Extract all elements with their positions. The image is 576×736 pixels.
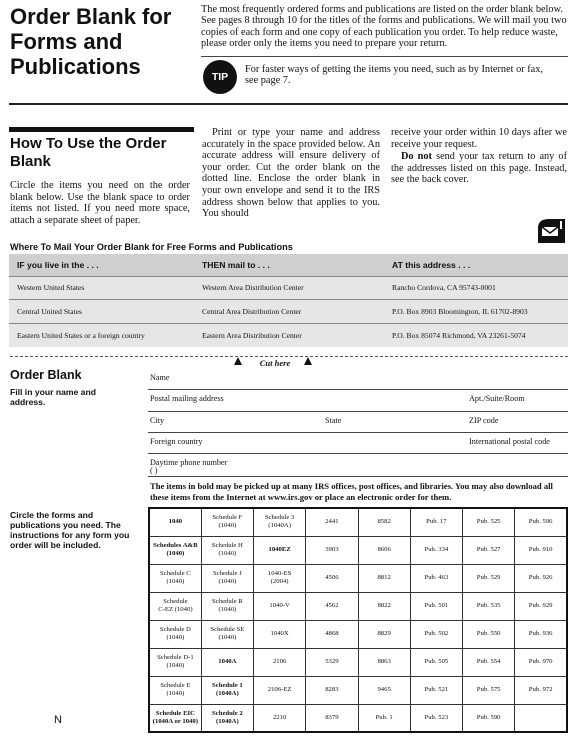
intro-text: The most frequently ordered forms and publications are listed on the order blank below. See pages 8 through 10 for the titles of the forms and publications. We will mail you two copies of each form and one copy of each publication you order. To help reduce waste, please order only the items you need to prepare your return. (201, 4, 567, 50)
form-cell[interactable]: Pub. 970 (515, 648, 567, 676)
form-cell[interactable]: 2441 (306, 508, 358, 536)
form-cell[interactable]: 8812 (358, 564, 410, 592)
form-cell[interactable]: Pub. 550 (463, 620, 515, 648)
order-blank-title: Order Blank (10, 368, 82, 382)
order-blank-subtitle: Fill in your name and address. (10, 387, 96, 407)
postal-code-field-label: International postal code (469, 437, 550, 446)
table-row (9, 300, 568, 324)
howto-col3-para1: receive your order within 10 days after we receive your request. (391, 127, 567, 150)
tip-icon: TIP (203, 60, 237, 94)
form-cell[interactable]: 8822 (358, 592, 410, 620)
zip-field-label: ZIP code (469, 416, 499, 425)
form-cell[interactable]: Schedule EIC (1040A or 1040) (149, 704, 201, 732)
form-cell[interactable]: Pub. 535 (463, 592, 515, 620)
form-cell[interactable]: Schedule D-1 (1040) (149, 648, 201, 676)
form-cell[interactable]: 1040 (149, 508, 201, 536)
form-cell[interactable]: Schedule 3 (1040A) (254, 508, 306, 536)
mail-cell: P.O. Box 85074 Richmond, VA 23261-5074 (384, 323, 568, 347)
form-cell[interactable]: 1040EZ (254, 536, 306, 564)
form-cell[interactable]: 8379 (306, 704, 358, 732)
bold-items-note: The items in bold may be picked up at many IRS offices, post offices, and libraries. You may also download all these items from the Internet at www.irs.gov or place an electronic order for them. (150, 481, 553, 502)
forms-order-grid (148, 507, 568, 733)
table-row (149, 704, 567, 732)
cut-line (10, 356, 568, 357)
form-cell[interactable]: Schedule J (1040) (201, 564, 253, 592)
form-cell[interactable]: Pub. 596 (515, 508, 567, 536)
table-row (149, 536, 567, 564)
form-cell[interactable]: Pub. 523 (410, 704, 462, 732)
form-cell[interactable]: Pub. 521 (410, 676, 462, 704)
form-cell[interactable]: Schedule D (1040) (149, 620, 201, 648)
form-cell[interactable]: Schedule 1 (1040A) (201, 676, 253, 704)
mail-table-header (9, 254, 568, 276)
form-cell[interactable]: 4506 (306, 564, 358, 592)
phone-area-code[interactable]: ( ) (150, 466, 158, 475)
mail-cell: P.O. Box 8903 Bloomington, IL 61702-8903 (384, 300, 568, 324)
form-cell[interactable]: Pub. 972 (515, 676, 567, 704)
table-row (149, 508, 567, 536)
mail-col-header: IF you live in the . . . (9, 254, 194, 276)
form-cell[interactable]: Schedule C (1040) (149, 564, 201, 592)
form-cell[interactable]: Pub. 501 (410, 592, 462, 620)
form-cell[interactable]: 9465 (358, 676, 410, 704)
form-cell (515, 704, 567, 732)
address-field-label: Postal mailing address (150, 394, 224, 403)
form-cell[interactable]: Pub. 575 (463, 676, 515, 704)
form-cell[interactable]: Pub. 910 (515, 536, 567, 564)
phone-field-label: Daytime phone number (150, 458, 228, 467)
form-cell[interactable]: Schedule H (1040) (201, 536, 253, 564)
table-row (149, 620, 567, 648)
mailbox-icon (535, 216, 568, 243)
country-field-label: Foreign country (150, 437, 203, 446)
form-cell[interactable]: Schedules A&B (1040) (149, 536, 201, 564)
page-letter: N (54, 714, 62, 726)
address-field[interactable] (148, 411, 568, 412)
apt-field-label: Apt./Suite/Room (469, 394, 525, 403)
howto-column-2: Print or type your name and address accurately in the space provided below. An accurate address will ensure delivery of your order. Cut the order blank on the dotted line. Enclose the order blank in your own envelope and send it to the IRS address shown below that applies to you. You should (202, 127, 380, 220)
form-cell[interactable]: 3903 (306, 536, 358, 564)
mail-col-header: AT this address . . . (384, 254, 568, 276)
form-cell[interactable]: Schedule SE (1040) (201, 620, 253, 648)
mail-cell: Eastern United States or a foreign country (9, 323, 194, 347)
city-field-label: City (150, 416, 165, 425)
section-title: How To Use the Order Blank (10, 135, 167, 170)
table-row (149, 648, 567, 676)
form-cell[interactable]: Pub. 505 (410, 648, 462, 676)
form-cell[interactable]: 1040-V (254, 592, 306, 620)
form-cell[interactable]: Pub. 529 (463, 564, 515, 592)
form-cell[interactable]: Pub. 525 (463, 508, 515, 536)
form-cell[interactable]: 8863 (358, 648, 410, 676)
howto-col3-para2 (391, 151, 567, 186)
mail-col-header: THEN mail to . . . (194, 254, 384, 276)
table-row (149, 676, 567, 704)
table-row (149, 592, 567, 620)
howto-body: Circle the items you need on the order blank below. Use the blank space to order items not listed. If you need more space, attach a separate sheet of paper. (10, 180, 190, 226)
mail-cell: Central United States (9, 300, 194, 324)
divider (201, 56, 568, 57)
form-cell[interactable]: Schedule 2 (1040A) (201, 704, 253, 732)
form-cell[interactable]: Schedule E (1040) (149, 676, 201, 704)
form-cell[interactable]: 2106-EZ (254, 676, 306, 704)
form-cell[interactable]: Pub. 929 (515, 592, 567, 620)
state-field-label: State (325, 416, 342, 425)
form-cell[interactable]: 8582 (358, 508, 410, 536)
form-cell[interactable]: Pub. 527 (463, 536, 515, 564)
mail-table (9, 254, 568, 347)
howto-col3-para2-rest: send your tax return to any of the addresses listed on this page. Instead, see the back cover. (391, 151, 567, 186)
name-field[interactable] (148, 389, 568, 390)
form-cell[interactable]: 8829 (358, 620, 410, 648)
form-cell[interactable]: Pub. 463 (410, 564, 462, 592)
table-row (149, 564, 567, 592)
form-cell[interactable]: Schedule F (1040) (201, 508, 253, 536)
table-row (9, 276, 568, 300)
mail-cell: Central Area Distribution Center (194, 300, 384, 324)
phone-field[interactable] (148, 476, 568, 477)
page-title: Order Blank for Forms and Publications (10, 4, 172, 79)
form-cell[interactable]: 2210 (254, 704, 306, 732)
form-cell[interactable]: Pub. 1 (358, 704, 410, 732)
form-cell[interactable]: 4562 (306, 592, 358, 620)
mail-heading: Where To Mail Your Order Blank for Free Forms and Publications (10, 242, 293, 252)
circle-instructions: Circle the forms and publications you need. The instructions for any form you order will be included. (10, 510, 130, 550)
city-state-zip-field[interactable] (148, 432, 568, 433)
form-cell[interactable]: 1040X (254, 620, 306, 648)
mail-cell: Western United States (9, 276, 194, 300)
form-cell[interactable]: Pub. 590 (463, 704, 515, 732)
form-cell[interactable]: Schedule C-EZ (1040) (149, 592, 201, 620)
form-cell[interactable]: Pub. 936 (515, 620, 567, 648)
form-cell[interactable]: Pub. 502 (410, 620, 462, 648)
howto-column-3 (391, 127, 567, 186)
mail-cell: Eastern Area Distribution Center (194, 323, 384, 347)
mail-cell: Western Area Distribution Center (194, 276, 384, 300)
form-cell[interactable]: Pub. 554 (463, 648, 515, 676)
form-cell[interactable]: Pub. 334 (410, 536, 462, 564)
form-cell[interactable]: Pub. 926 (515, 564, 567, 592)
form-cell[interactable]: Schedule R (1040) (201, 592, 253, 620)
form-cell[interactable]: 1040-ES (2004) (254, 564, 306, 592)
country-field[interactable] (148, 453, 568, 454)
table-row (9, 323, 568, 347)
form-cell[interactable]: 4868 (306, 620, 358, 648)
mail-cell: Rancho Cordova, CA 95743-0001 (384, 276, 568, 300)
do-not-emphasis: Do not (401, 151, 432, 163)
form-cell[interactable]: 8606 (358, 536, 410, 564)
form-cell[interactable]: 5329 (306, 648, 358, 676)
cut-here-label: Cut here (259, 358, 291, 368)
section-rule (9, 127, 194, 132)
form-cell[interactable]: 2106 (254, 648, 306, 676)
form-cell[interactable]: 8283 (306, 676, 358, 704)
form-cell[interactable]: Pub. 17 (410, 508, 462, 536)
divider (9, 103, 568, 105)
name-field-label: Name (150, 373, 170, 382)
tip-text: For faster ways of getting the items you need, such as by Internet or fax, see page 7. (245, 64, 543, 87)
form-cell[interactable]: 1040A (201, 648, 253, 676)
